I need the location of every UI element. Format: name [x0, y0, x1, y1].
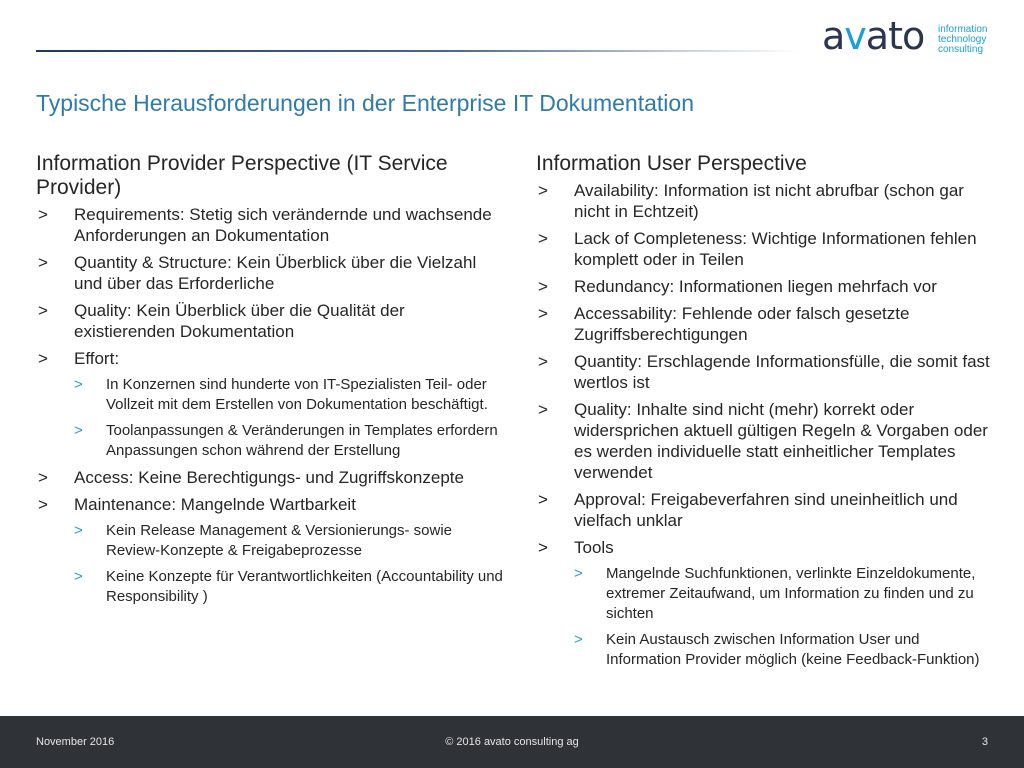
list-item-text: Access: Keine Berechtigungs- und Zugriffskonzepte	[74, 468, 464, 487]
sub-list-item	[74, 567, 506, 607]
sub-list-item-text: Toolanpassungen & Veränderungen in Templates erfordern Anpassungen schon während der Erstellung	[106, 422, 498, 459]
bullet-marker: >	[538, 490, 548, 509]
list-item	[36, 300, 506, 342]
list-item-text: Effort:	[74, 349, 120, 368]
page-number: 3	[981, 736, 988, 748]
list-item	[536, 180, 996, 222]
list-item-text: Availability: Information ist nicht abrufbar (schon gar nicht in Echtzeit)	[574, 181, 964, 221]
sub-bullet-marker: >	[74, 422, 83, 439]
avato-logo	[822, 14, 992, 58]
provider-column	[36, 152, 506, 613]
list-item-text: Tools	[574, 538, 614, 557]
sub-bullet-marker: >	[574, 631, 583, 648]
user-list	[536, 180, 996, 670]
list-item	[536, 276, 996, 297]
list-item	[36, 494, 506, 515]
list-item	[536, 399, 996, 483]
sub-list-item-text: Kein Austausch zwischen Information User und Information Provider möglich (keine Feedback-Funktion)	[606, 631, 980, 668]
list-item-text: Requirements: Stetig sich verändernde und wachsende Anforderungen an Dokumentation	[74, 205, 492, 245]
bullet-marker: >	[538, 181, 548, 200]
sub-bullet-marker: >	[74, 522, 83, 539]
bullet-marker: >	[38, 468, 48, 487]
list-item	[536, 351, 996, 393]
list-item-text: Quality: Kein Überblick über die Qualität der existierenden Dokumentation	[74, 301, 405, 341]
list-item-text: Approval: Freigabeverfahren sind uneinheitlich und vielfach unklar	[574, 490, 958, 530]
bullet-marker: >	[538, 304, 548, 323]
bullet-marker: >	[38, 495, 48, 514]
footer	[0, 716, 1024, 768]
bullet-marker: >	[538, 229, 548, 248]
sub-bullet-marker: >	[574, 565, 583, 582]
sub-list-item	[574, 630, 996, 670]
list-item-text: Redundancy: Informationen liegen mehrfach vor	[574, 277, 937, 296]
logo-tagline: information technology consulting	[938, 24, 988, 55]
list-item	[36, 252, 506, 294]
list-item-text: Quantity: Erschlagende Informationsfülle, die somit fast wertlos ist	[574, 352, 990, 392]
list-item	[536, 228, 996, 270]
bullet-marker: >	[538, 352, 548, 371]
list-item-text: Maintenance: Mangelnde Wartbarkeit	[74, 495, 356, 514]
sub-list-item	[74, 375, 506, 415]
list-item-text: Quantity & Structure: Kein Überblick über die Vielzahl und über das Erforderliche	[74, 253, 477, 293]
logo-wordmark: avato	[822, 14, 925, 58]
provider-list	[36, 204, 506, 607]
sub-list-item	[74, 521, 506, 561]
bullet-marker: >	[38, 205, 48, 224]
sub-list-item	[74, 421, 506, 461]
sub-bullet-marker: >	[74, 568, 83, 585]
provider-heading: Information Provider Perspective (IT Service Provider)	[36, 152, 448, 199]
list-item	[36, 467, 506, 488]
sub-list-item-text: Kein Release Management & Versionierungs- sowie Review-Konzepte & Freigabeprozesse	[106, 522, 453, 559]
list-item	[536, 303, 996, 345]
bullet-marker: >	[538, 538, 548, 557]
footer-date: November 2016	[36, 736, 115, 748]
list-item	[36, 204, 506, 246]
sub-list-item	[574, 564, 996, 624]
slide-title: Typische Herausforderungen in der Enterprise IT Dokumentation	[36, 90, 694, 116]
sub-list-item-text: In Konzernen sind hunderte von IT-Spezialisten Teil- oder Vollzeit mit dem Erstellen von Dokumentation beschäftigt.	[106, 376, 488, 413]
list-item-text: Lack of Completeness: Wichtige Informationen fehlen komplett oder in Teilen	[574, 229, 977, 269]
bullet-marker: >	[38, 301, 48, 320]
bullet-marker: >	[538, 400, 548, 419]
list-item-text: Quality: Inhalte sind nicht (mehr) korrekt oder widersprichen aktuell gültigen Regeln & Vorgaben oder es werden individuelle statt einheitlicher Templates verwendet	[574, 400, 988, 482]
bullet-marker: >	[38, 253, 48, 272]
list-item	[536, 537, 996, 558]
sub-list-item-text: Keine Konzepte für Verantwortlichkeiten (Accountability und Responsibility )	[106, 568, 503, 605]
header-rule	[36, 50, 800, 52]
user-heading: Information User Perspective	[536, 152, 807, 175]
sub-list-item-text: Mangelnde Suchfunktionen, verlinkte Einzeldokumente, extremer Zeitaufwand, um Information zu finden und zu sichten	[606, 565, 976, 622]
list-item	[536, 489, 996, 531]
bullet-marker: >	[538, 277, 548, 296]
sub-bullet-marker: >	[74, 376, 83, 393]
list-item	[36, 348, 506, 369]
bullet-marker: >	[38, 349, 48, 368]
list-item-text: Accessability: Fehlende oder falsch gesetzte Zugriffsberechtigungen	[574, 304, 910, 344]
user-column	[536, 152, 996, 676]
footer-copyright: © 2016 avato consulting ag	[445, 736, 579, 748]
